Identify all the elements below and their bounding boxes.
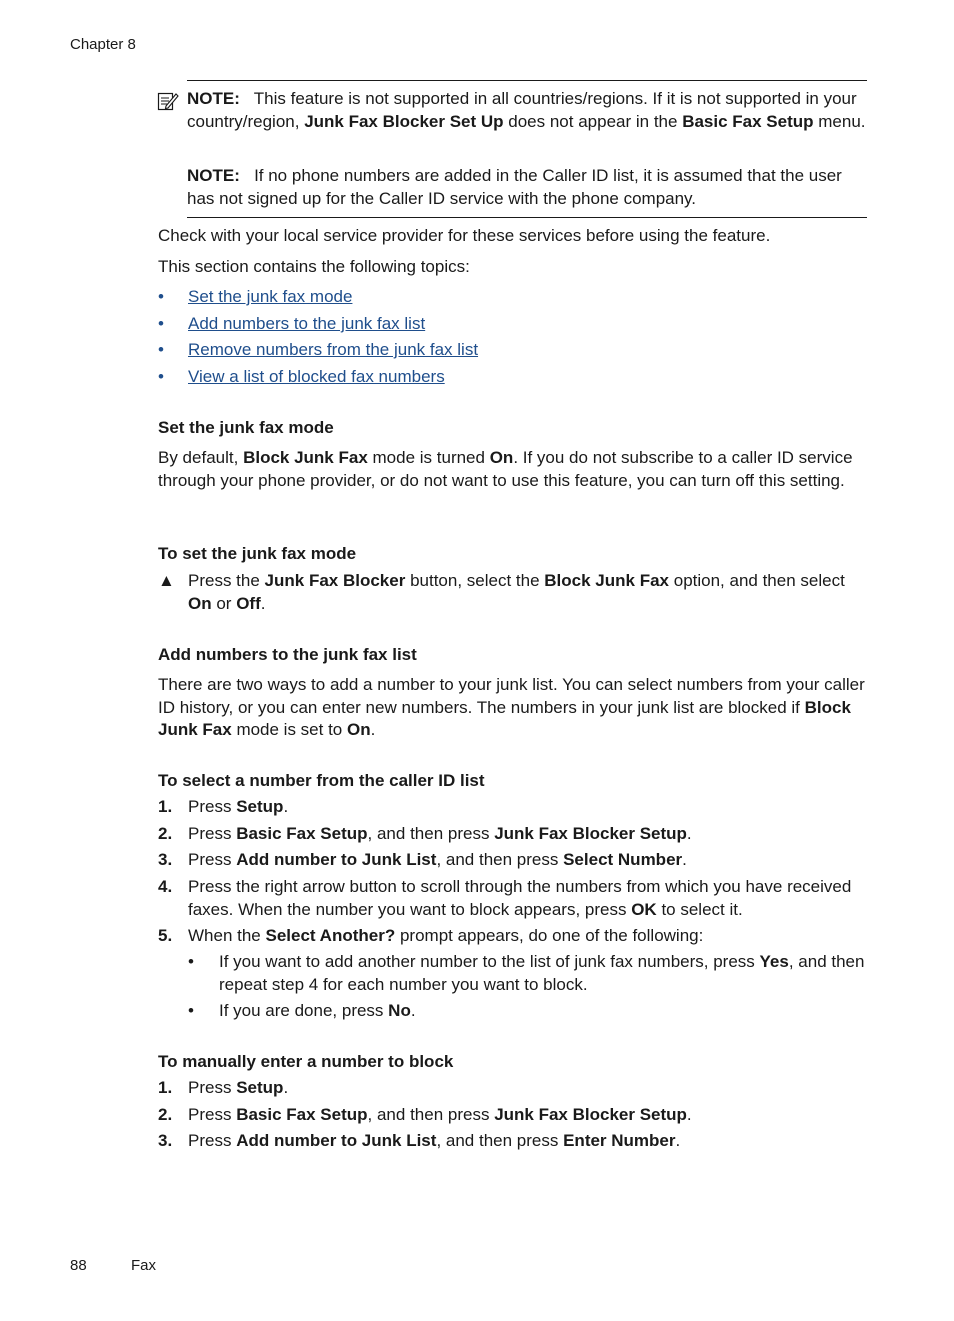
procedure-step: When the Select Another? prompt appears, do one of the following: <box>188 926 704 945</box>
topics-intro: This section contains the following topics: <box>158 257 470 276</box>
section-2-paragraph: There are two ways to add a number to your junk list. You can select numbers from your caller ID history, or you can enter new numbers. The numbers in your junk list are blocked if Block Junk Fax mode is set to On. <box>158 675 865 739</box>
step-number: 2. <box>158 1105 173 1124</box>
running-header: Chapter 8 <box>70 36 136 53</box>
note-bottom-rule <box>187 217 867 218</box>
section-heading-set-junk-fax-mode: Set the junk fax mode <box>158 418 334 437</box>
procedure-step: Press Setup. <box>188 797 289 816</box>
page-number: 88 <box>70 1257 87 1274</box>
note-label: NOTE: <box>187 89 240 108</box>
step-number: 5. <box>158 926 173 945</box>
sub-bullet: • <box>188 1001 194 1020</box>
procedure-heading-manual-entry: To manually enter a number to block <box>158 1052 454 1071</box>
note-top-rule <box>187 80 867 81</box>
note-paragraph-2: NOTE: If no phone numbers are added in the Caller ID list, it is assumed that the user has not signed up for the Caller ID service with the phone company. <box>187 166 842 208</box>
sub-step: If you are done, press No. <box>219 1001 416 1020</box>
procedure-step: Press the right arrow button to scroll through the numbers from which you have received faxes. When the number you want to block appears, press OK to select it. <box>188 877 852 919</box>
step-number: 3. <box>158 850 173 869</box>
step-triangle-icon: ▲ <box>158 571 175 590</box>
procedure-step: Press Basic Fax Setup, and then press Junk Fax Blocker Setup. <box>188 1105 692 1124</box>
topic-bullet: • <box>158 287 164 306</box>
sub-bullet: • <box>188 952 194 971</box>
note-pencil-icon <box>157 90 179 112</box>
note-paragraph-1: NOTE: This feature is not supported in all countries/regions. If it is not supported in your country/region, Junk Fax Blocker Set Up does not appear in the Basic Fax Setup menu. <box>187 89 866 131</box>
step-number: 2. <box>158 824 173 843</box>
procedure-heading-set-junk-fax-mode: To set the junk fax mode <box>158 544 357 563</box>
step-number: 4. <box>158 877 173 896</box>
step-number: 1. <box>158 1078 173 1097</box>
section-heading-add-numbers: Add numbers to the junk fax list <box>158 645 417 664</box>
section-1-paragraph: By default, Block Junk Fax mode is turned On. If you do not subscribe to a caller ID service through your phone provider, or do not want to use this feature, you can turn off this setting. <box>158 448 853 490</box>
topic-bullet: • <box>158 367 164 386</box>
procedure-step: Press Add number to Junk List, and then press Select Number. <box>188 850 687 869</box>
procedure-step: Press Basic Fax Setup, and then press Junk Fax Blocker Setup. <box>188 824 692 843</box>
procedure-step: Press the Junk Fax Blocker button, select the Block Junk Fax option, and then select On or Off. <box>188 571 845 613</box>
procedure-heading-select-number: To select a number from the caller ID list <box>158 771 485 790</box>
note-label: NOTE: <box>187 166 240 185</box>
procedure-step: Press Add number to Junk List, and then press Enter Number. <box>188 1131 681 1150</box>
intro-paragraph: Check with your local service provider for these services before using the feature. <box>158 226 771 245</box>
topic-bullet: • <box>158 340 164 359</box>
step-number: 3. <box>158 1131 173 1150</box>
topic-link-view-blocked-list[interactable]: View a list of blocked fax numbers <box>188 367 445 386</box>
footer-section: Fax <box>131 1257 157 1274</box>
topic-bullet: • <box>158 314 164 333</box>
sub-step: If you want to add another number to the list of junk fax numbers, press Yes, and then repeat step 4 for each number you want to block. <box>219 952 865 994</box>
step-number: 1. <box>158 797 173 816</box>
note-box <box>157 80 867 218</box>
topic-link-set-junk-fax-mode[interactable]: Set the junk fax mode <box>188 287 353 306</box>
topic-link-remove-numbers[interactable]: Remove numbers from the junk fax list <box>188 340 479 359</box>
topic-link-add-numbers[interactable]: Add numbers to the junk fax list <box>188 314 426 333</box>
procedure-step: Press Setup. <box>188 1078 289 1097</box>
